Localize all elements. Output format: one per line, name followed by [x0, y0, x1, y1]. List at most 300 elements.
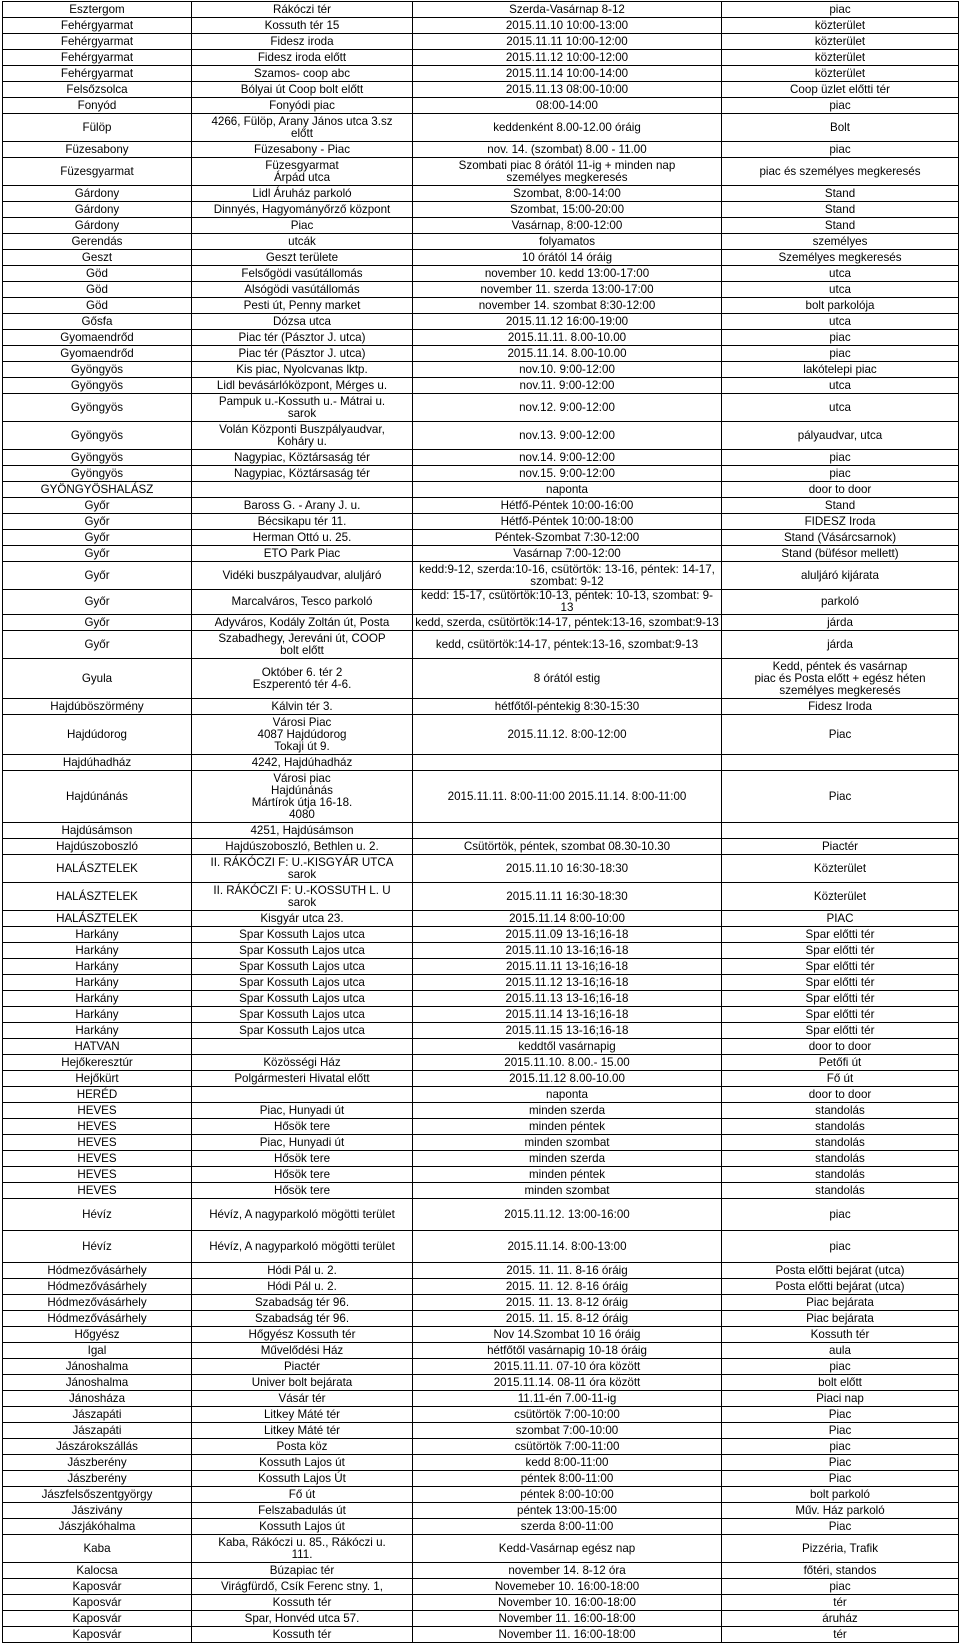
- venue-cell: bolt előtt: [722, 1375, 959, 1391]
- venue-cell: standolás: [722, 1135, 959, 1151]
- table-row: [3, 466, 959, 482]
- city-cell: Hajdúhadház: [3, 755, 192, 771]
- city-cell: HERÉD: [3, 1087, 192, 1103]
- city-cell: HATVAN: [3, 1039, 192, 1055]
- location-cell: 4242, Hajdúhadház: [192, 755, 413, 771]
- table-row: [3, 615, 959, 631]
- city-cell: Jászberény: [3, 1455, 192, 1471]
- venue-cell: Pizzéria, Trafik: [722, 1535, 959, 1563]
- location-cell: Spar Kossuth Lajos utca: [192, 959, 413, 975]
- city-cell: Jászfelsőszentgyörgy: [3, 1487, 192, 1503]
- time-cell: november 14. 8-12 óra: [413, 1563, 722, 1579]
- venue-cell: utca: [722, 282, 959, 298]
- time-cell: Nov 14.Szombat 10 16 óráig: [413, 1327, 722, 1343]
- venue-cell: pályaudvar, utca: [722, 422, 959, 450]
- table-row: [3, 1167, 959, 1183]
- city-cell: Göd: [3, 282, 192, 298]
- venue-cell: piac: [722, 466, 959, 482]
- location-cell: Litkey Máté tér: [192, 1407, 413, 1423]
- venue-cell: Stand: [722, 498, 959, 514]
- venue-cell: Piac: [722, 1455, 959, 1471]
- location-cell: Spar Kossuth Lajos utca: [192, 1007, 413, 1023]
- venue-cell: Piaci nap: [722, 1391, 959, 1407]
- time-cell: péntek 8:00-10:00: [413, 1487, 722, 1503]
- location-cell: Dinnyés, Hagyományőrző központ: [192, 202, 413, 218]
- time-cell: 2015.11.10 13-16;16-18: [413, 943, 722, 959]
- time-cell: 2015.11.14 10:00-14:00: [413, 66, 722, 82]
- table-row: [3, 1611, 959, 1627]
- location-cell: Nagypiac, Köztársaság tér: [192, 450, 413, 466]
- table-row: [3, 66, 959, 82]
- location-cell: Vásár tér: [192, 1391, 413, 1407]
- time-cell: November 11. 16:00-18:00: [413, 1611, 722, 1627]
- location-cell: Fidesz iroda: [192, 34, 413, 50]
- table-row: [3, 362, 959, 378]
- time-cell: nov.14. 9:00-12:00: [413, 450, 722, 466]
- table-row: [3, 927, 959, 943]
- venue-cell: piac: [722, 1579, 959, 1595]
- location-cell: Spar Kossuth Lajos utca: [192, 975, 413, 991]
- city-cell: Jánoshalma: [3, 1359, 192, 1375]
- location-cell: Piac tér (Pásztor J. utca): [192, 346, 413, 362]
- city-cell: Harkány: [3, 975, 192, 991]
- table-row: [3, 530, 959, 546]
- location-cell: Fonyódi piac: [192, 98, 413, 114]
- location-cell: Kossuth Lajos Út: [192, 1471, 413, 1487]
- location-cell: 4266, Fülöp, Arany János utca 3.sz előtt: [192, 114, 413, 142]
- table-row: [3, 1119, 959, 1135]
- venue-cell: piac: [722, 450, 959, 466]
- venue-cell: piac: [722, 346, 959, 362]
- time-cell: Hétfő-Péntek 10:00-16:00: [413, 498, 722, 514]
- table-row: [3, 186, 959, 202]
- table-row: [3, 234, 959, 250]
- city-cell: Kalocsa: [3, 1563, 192, 1579]
- city-cell: HEVES: [3, 1183, 192, 1199]
- city-cell: Hévíz: [3, 1199, 192, 1231]
- city-cell: Hőgyész: [3, 1327, 192, 1343]
- venue-cell: door to door: [722, 1039, 959, 1055]
- venue-cell: lakótelepi piac: [722, 362, 959, 378]
- location-cell: Szabadság tér 96.: [192, 1311, 413, 1327]
- table-row: [3, 266, 959, 282]
- location-cell: Hőgyész Kossuth tér: [192, 1327, 413, 1343]
- venue-cell: utca: [722, 394, 959, 422]
- city-cell: Gyula: [3, 659, 192, 699]
- time-cell: 2015.11.12. 8:00-12:00: [413, 715, 722, 755]
- table-row: [3, 771, 959, 823]
- location-cell: Spar Kossuth Lajos utca: [192, 1023, 413, 1039]
- time-cell: kedd, szerda, csütörtök:14-17, péntek:13-16, szombat:9-13: [413, 615, 722, 631]
- table-row: [3, 1439, 959, 1455]
- table-row: [3, 142, 959, 158]
- time-cell: 2015. 11. 11. 8-16 óráig: [413, 1263, 722, 1279]
- table-row: [3, 975, 959, 991]
- table-row: [3, 839, 959, 855]
- venue-cell: Spar előtti tér: [722, 991, 959, 1007]
- table-row: [3, 314, 959, 330]
- time-cell: 2015.11.12 8.00-10.00: [413, 1071, 722, 1087]
- location-cell: Hódi Pál u. 2.: [192, 1279, 413, 1295]
- location-cell: Virágfürdő, Csík Ferenc stny. 1,: [192, 1579, 413, 1595]
- venue-cell: közterület: [722, 50, 959, 66]
- city-cell: Kaposvár: [3, 1579, 192, 1595]
- location-cell: Pampuk u.-Kossuth u.- Mátrai u. sarok: [192, 394, 413, 422]
- location-cell: Kossuth tér: [192, 1627, 413, 1643]
- time-cell: csütörtök 7:00-10:00: [413, 1407, 722, 1423]
- time-cell: 2015.11.10. 8.00.- 15.00: [413, 1055, 722, 1071]
- table-row: [3, 514, 959, 530]
- time-cell: péntek 8:00-11:00: [413, 1471, 722, 1487]
- city-cell: Gyöngyös: [3, 450, 192, 466]
- location-cell: Spar, Honvéd utca 57.: [192, 1611, 413, 1627]
- time-cell: 2015.11.09 13-16;16-18: [413, 927, 722, 943]
- city-cell: Füzesabony: [3, 142, 192, 158]
- city-cell: HEVES: [3, 1135, 192, 1151]
- venue-cell: Posta előtti bejárat (utca): [722, 1279, 959, 1295]
- venue-cell: főtéri, standos: [722, 1563, 959, 1579]
- venue-cell: piac: [722, 142, 959, 158]
- time-cell: kedd 8:00-11:00: [413, 1455, 722, 1471]
- city-cell: Gárdony: [3, 218, 192, 234]
- venue-cell: Fő út: [722, 1071, 959, 1087]
- table-row: [3, 1007, 959, 1023]
- location-cell: utcák: [192, 234, 413, 250]
- table-row: [3, 991, 959, 1007]
- venue-cell: piac: [722, 2, 959, 18]
- table-row: [3, 394, 959, 422]
- city-cell: Kaposvár: [3, 1611, 192, 1627]
- city-cell: Győr: [3, 530, 192, 546]
- table-row: [3, 855, 959, 883]
- venue-cell: Piactér: [722, 839, 959, 855]
- venue-cell: Stand (Vásárcsarnok): [722, 530, 959, 546]
- time-cell: 2015. 11. 15. 8-12 óráig: [413, 1311, 722, 1327]
- time-cell: kedd: 15-17, csütörtök:10-13, péntek: 10-13, szombat: 9-13: [413, 590, 722, 615]
- time-cell: kedd, csütörtök:14-17, péntek:13-16, szombat:9-13: [413, 631, 722, 659]
- city-cell: Gyomaendrőd: [3, 330, 192, 346]
- city-cell: Füzesgyarmat: [3, 158, 192, 186]
- table-row: [3, 1391, 959, 1407]
- time-cell: 2015.11.11. 8:00-11:00 2015.11.14. 8:00-11:00: [413, 771, 722, 823]
- time-cell: folyamatos: [413, 234, 722, 250]
- venue-cell: piac: [722, 1199, 959, 1231]
- location-cell: [192, 1039, 413, 1055]
- city-cell: Hódmezővásárhely: [3, 1279, 192, 1295]
- location-cell: Művelődési Ház: [192, 1343, 413, 1359]
- table-row: [3, 298, 959, 314]
- city-cell: Jánosháza: [3, 1391, 192, 1407]
- time-cell: Vasárnap 7:00-12:00: [413, 546, 722, 562]
- location-cell: Hősök tere: [192, 1183, 413, 1199]
- location-cell: Kossuth Lajos út: [192, 1455, 413, 1471]
- city-cell: HEVES: [3, 1119, 192, 1135]
- venue-cell: Stand: [722, 218, 959, 234]
- table-row: [3, 498, 959, 514]
- time-cell: 2015.11.14 13-16;16-18: [413, 1007, 722, 1023]
- venue-cell: FIDESZ Iroda: [722, 514, 959, 530]
- city-cell: Győr: [3, 498, 192, 514]
- table-row: [3, 959, 959, 975]
- location-cell: Pesti út, Penny market: [192, 298, 413, 314]
- venue-cell: közterület: [722, 66, 959, 82]
- time-cell: Szombati piac 8 órától 11-ig + minden nap személyes megkeresés: [413, 158, 722, 186]
- city-cell: HEVES: [3, 1103, 192, 1119]
- venue-cell: tér: [722, 1595, 959, 1611]
- location-cell: Kossuth tér 15: [192, 18, 413, 34]
- location-cell: Litkey Máté tér: [192, 1423, 413, 1439]
- table-row: [3, 1407, 959, 1423]
- location-cell: Kisgyár utca 23.: [192, 911, 413, 927]
- table-row: [3, 911, 959, 927]
- venue-cell: járda: [722, 615, 959, 631]
- location-cell: Felszabadulás út: [192, 1503, 413, 1519]
- city-cell: Felsőzsolca: [3, 82, 192, 98]
- table-row: [3, 1535, 959, 1563]
- table-row: [3, 1455, 959, 1471]
- city-cell: Göd: [3, 298, 192, 314]
- location-cell: Bólyai út Coop bolt előtt: [192, 82, 413, 98]
- city-cell: Hejőkeresztúr: [3, 1055, 192, 1071]
- time-cell: 2015.11.15 13-16;16-18: [413, 1023, 722, 1039]
- table-row: [3, 1055, 959, 1071]
- location-cell: Lidl bevásárlóközpont, Mérges u.: [192, 378, 413, 394]
- city-cell: Esztergom: [3, 2, 192, 18]
- time-cell: 08:00-14:00: [413, 98, 722, 114]
- location-cell: II. RÁKÓCZI F: U.-KISGYÁR UTCA sarok: [192, 855, 413, 883]
- table-row: [3, 715, 959, 755]
- location-cell: Szabadhegy, Jereváni út, COOP bolt előtt: [192, 631, 413, 659]
- venue-cell: [722, 823, 959, 839]
- time-cell: November 10. 16:00-18:00: [413, 1595, 722, 1611]
- venue-cell: Piac: [722, 1423, 959, 1439]
- table-row: [3, 18, 959, 34]
- table-row: [3, 755, 959, 771]
- table-row: [3, 1151, 959, 1167]
- city-cell: Jászapáti: [3, 1423, 192, 1439]
- location-cell: Kossuth Lajos út: [192, 1519, 413, 1535]
- table-row: [3, 699, 959, 715]
- location-cell: Hősök tere: [192, 1167, 413, 1183]
- venue-cell: közterület: [722, 34, 959, 50]
- table-row: [3, 1423, 959, 1439]
- venue-cell: Piac: [722, 771, 959, 823]
- venue-cell: Spar előtti tér: [722, 959, 959, 975]
- table-row: [3, 114, 959, 142]
- time-cell: 2015.11.10 16:30-18:30: [413, 855, 722, 883]
- time-cell: 2015.11.12 16:00-19:00: [413, 314, 722, 330]
- city-cell: Győr: [3, 546, 192, 562]
- venue-cell: Spar előtti tér: [722, 1007, 959, 1023]
- venue-cell: Piac: [722, 715, 959, 755]
- table-row: [3, 1295, 959, 1311]
- time-cell: nov.15. 9:00-12:00: [413, 466, 722, 482]
- venue-cell: Spar előtti tér: [722, 975, 959, 991]
- city-cell: Harkány: [3, 943, 192, 959]
- city-cell: Jászárokszállás: [3, 1439, 192, 1455]
- table-row: [3, 98, 959, 114]
- time-cell: 10 órától 14 óráig: [413, 250, 722, 266]
- table-row: [3, 1263, 959, 1279]
- time-cell: 2015.11.13 08:00-10:00: [413, 82, 722, 98]
- city-cell: Gerendás: [3, 234, 192, 250]
- time-cell: 2015. 11. 13. 8-12 óráig: [413, 1295, 722, 1311]
- city-cell: Hajdúsámson: [3, 823, 192, 839]
- time-cell: november 14. szombat 8:30-12:00: [413, 298, 722, 314]
- table-row: [3, 1231, 959, 1263]
- table-row: [3, 1087, 959, 1103]
- time-cell: november 11. szerda 13:00-17:00: [413, 282, 722, 298]
- time-cell: 8 órától estig: [413, 659, 722, 699]
- city-cell: Fülöp: [3, 114, 192, 142]
- table-row: [3, 562, 959, 590]
- city-cell: Kaba: [3, 1535, 192, 1563]
- venue-cell: tér: [722, 1627, 959, 1643]
- venue-cell: Coop üzlet előtti tér: [722, 82, 959, 98]
- time-cell: hétfőtől vasárnapig 10-18 óráig: [413, 1343, 722, 1359]
- city-cell: HALÁSZTELEK: [3, 855, 192, 883]
- venue-cell: Piac: [722, 1407, 959, 1423]
- table-row: [3, 282, 959, 298]
- location-cell: II. RÁKÓCZI F: U.-KOSSUTH L. U sarok: [192, 883, 413, 911]
- table-row: [3, 1563, 959, 1579]
- venue-cell: Piac: [722, 1519, 959, 1535]
- venue-cell: utca: [722, 314, 959, 330]
- time-cell: Novemeber 10. 16:00-18:00: [413, 1579, 722, 1595]
- table-row: [3, 2, 959, 18]
- location-cell: Kis piac, Nyolcvanas lktp.: [192, 362, 413, 378]
- city-cell: HEVES: [3, 1151, 192, 1167]
- venue-cell: bolt parkoló: [722, 1487, 959, 1503]
- venue-cell: standolás: [722, 1167, 959, 1183]
- location-cell: Hajdúszoboszló, Bethlen u. 2.: [192, 839, 413, 855]
- table-row: [3, 1279, 959, 1295]
- city-cell: Göd: [3, 266, 192, 282]
- city-cell: Kaposvár: [3, 1627, 192, 1643]
- time-cell: minden szombat: [413, 1135, 722, 1151]
- location-cell: Piactér: [192, 1359, 413, 1375]
- time-cell: 2015.11.14 8:00-10:00: [413, 911, 722, 927]
- time-cell: minden péntek: [413, 1167, 722, 1183]
- table-row: [3, 1471, 959, 1487]
- time-cell: nov.12. 9:00-12:00: [413, 394, 722, 422]
- time-cell: Szerda-Vasárnap 8-12: [413, 2, 722, 18]
- venue-cell: standolás: [722, 1183, 959, 1199]
- venue-cell: Piac: [722, 1471, 959, 1487]
- time-cell: 2015.11.11. 8.00-10.00: [413, 330, 722, 346]
- city-cell: HALÁSZTELEK: [3, 911, 192, 927]
- table-row: [3, 346, 959, 362]
- location-cell: Füzesabony - Piac: [192, 142, 413, 158]
- time-cell: minden szerda: [413, 1103, 722, 1119]
- venue-cell: személyes: [722, 234, 959, 250]
- location-cell: Piac tér (Pásztor J. utca): [192, 330, 413, 346]
- table-row: [3, 883, 959, 911]
- venue-cell: Fidesz Iroda: [722, 699, 959, 715]
- location-cell: Herman Ottó u. 25.: [192, 530, 413, 546]
- time-cell: szerda 8:00-11:00: [413, 1519, 722, 1535]
- table-row: [3, 1579, 959, 1595]
- city-cell: Hejőkürt: [3, 1071, 192, 1087]
- city-cell: Gyomaendrőd: [3, 346, 192, 362]
- table-row: [3, 250, 959, 266]
- table-row: [3, 1343, 959, 1359]
- time-cell: hétfőtől-péntekig 8:30-15:30: [413, 699, 722, 715]
- location-cell: Spar Kossuth Lajos utca: [192, 943, 413, 959]
- location-cell: Kálvin tér 3.: [192, 699, 413, 715]
- time-cell: péntek 13:00-15:00: [413, 1503, 722, 1519]
- location-cell: Spar Kossuth Lajos utca: [192, 927, 413, 943]
- time-cell: 2015. 11. 12. 8-16 óráig: [413, 1279, 722, 1295]
- time-cell: Csütörtök, péntek, szombat 08.30-10.30: [413, 839, 722, 855]
- venue-cell: Műv. Ház parkoló: [722, 1503, 959, 1519]
- location-cell: Marcalváros, Tesco parkoló: [192, 590, 413, 615]
- city-cell: Győr: [3, 631, 192, 659]
- city-cell: HEVES: [3, 1167, 192, 1183]
- city-cell: Gyöngyös: [3, 362, 192, 378]
- time-cell: minden szerda: [413, 1151, 722, 1167]
- table-row: [3, 1375, 959, 1391]
- city-cell: Győr: [3, 514, 192, 530]
- venue-cell: közterület: [722, 18, 959, 34]
- venue-cell: járda: [722, 631, 959, 659]
- table-row: [3, 1135, 959, 1151]
- city-cell: Győr: [3, 615, 192, 631]
- location-cell: Volán Központi Buszpályaudvar, Koháry u.: [192, 422, 413, 450]
- city-cell: Harkány: [3, 1007, 192, 1023]
- table-row: [3, 1627, 959, 1643]
- time-cell: naponta: [413, 1087, 722, 1103]
- city-cell: Hajdúdorog: [3, 715, 192, 755]
- venue-cell: Személyes megkeresés: [722, 250, 959, 266]
- location-cell: Fidesz iroda előtt: [192, 50, 413, 66]
- table-row: [3, 1023, 959, 1039]
- table-row: [3, 546, 959, 562]
- location-cell: Szamos- coop abc: [192, 66, 413, 82]
- time-cell: 2015.11.11 10:00-12:00: [413, 34, 722, 50]
- venue-cell: standolás: [722, 1151, 959, 1167]
- city-cell: GYÖNGYÖSHALÁSZ: [3, 482, 192, 498]
- time-cell: nov. 14. (szombat) 8.00 - 11.00: [413, 142, 722, 158]
- table-row: [3, 1327, 959, 1343]
- city-cell: Kaposvár: [3, 1595, 192, 1611]
- city-cell: Fehérgyarmat: [3, 50, 192, 66]
- time-cell: [413, 823, 722, 839]
- time-cell: naponta: [413, 482, 722, 498]
- time-cell: minden szombat: [413, 1183, 722, 1199]
- time-cell: nov.11. 9:00-12:00: [413, 378, 722, 394]
- city-cell: Hódmezővásárhely: [3, 1263, 192, 1279]
- city-cell: Gyöngyös: [3, 466, 192, 482]
- time-cell: 2015.11.12 13-16;16-18: [413, 975, 722, 991]
- venue-cell: piac: [722, 98, 959, 114]
- time-cell: 2015.11.13 13-16;16-18: [413, 991, 722, 1007]
- location-cell: Piac: [192, 218, 413, 234]
- time-cell: 2015.11.12. 13:00-16:00: [413, 1199, 722, 1231]
- venue-cell: parkoló: [722, 590, 959, 615]
- schedule-table: [2, 1, 959, 1643]
- time-cell: 2015.11.11. 07-10 óra között: [413, 1359, 722, 1375]
- time-cell: 2015.11.14. 8:00-13:00: [413, 1231, 722, 1263]
- venue-cell: aluljáró kijárata: [722, 562, 959, 590]
- venue-cell: piac és személyes megkeresés: [722, 158, 959, 186]
- city-cell: Jászivány: [3, 1503, 192, 1519]
- venue-cell: Spar előtti tér: [722, 1023, 959, 1039]
- city-cell: Gyöngyös: [3, 394, 192, 422]
- time-cell: Kedd-Vasárnap egész nap: [413, 1535, 722, 1563]
- venue-cell: utca: [722, 266, 959, 282]
- venue-cell: aula: [722, 1343, 959, 1359]
